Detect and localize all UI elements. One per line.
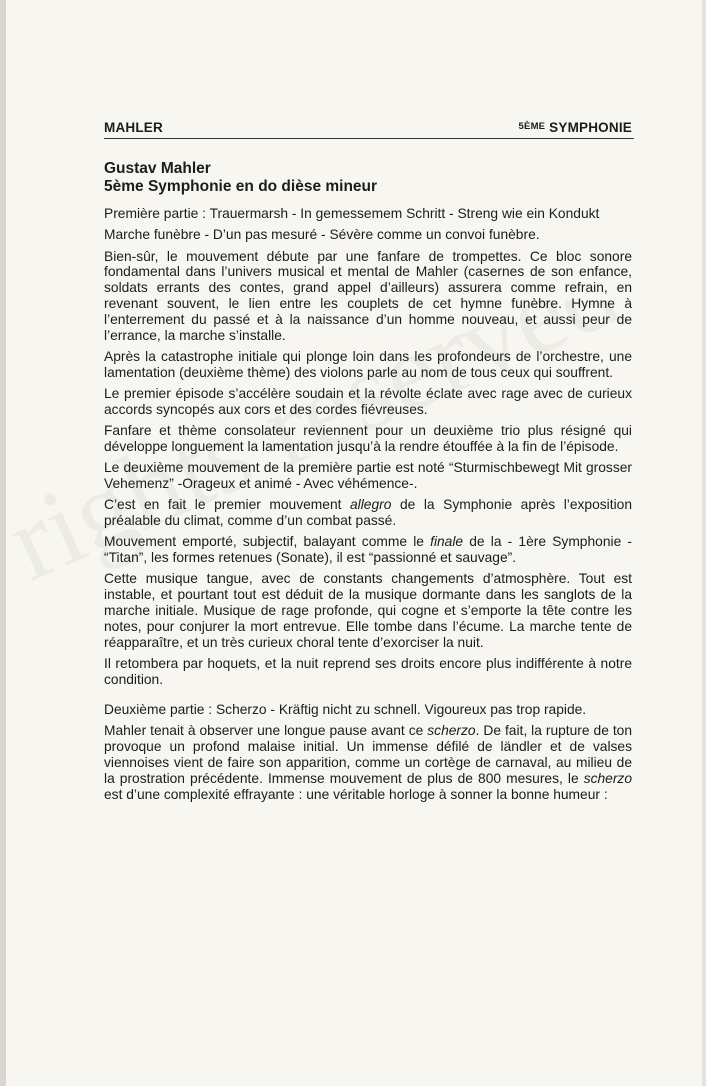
italic-term: scherzo [427,723,476,739]
part-one-label: Première partie : [104,206,206,221]
italic-term: allegro [350,497,392,513]
page-edge-left [0,0,6,1086]
page-edge-right [702,0,706,1086]
header-work-superscript: 5ÈME [518,121,546,132]
text-run: . De fait, la rupture de ton provoque un profond malaise initial. Un immense défilé de ländler et de valses viennoises vient de faire son apparition, comme un cortège de carnaval, au milieu de la prostration précédente. Immense mouvement de plus de 800 mesures, le [104,723,633,786]
part-two-label: Deuxième partie : [104,702,213,718]
paragraph: Marche funèbre - D’un pas mesuré - Sévère comme un convoi funèbre. [104,227,540,243]
title-line-work: 5ème Symphonie en do dièse mineur [104,178,378,195]
paragraph: Le deuxième mouvement de la première partie est noté “Sturmischbewegt Mit grosser Vehemenz” -Orageux et animé - Avec véhémence-. [104,460,632,491]
paragraph [104,534,632,566]
paragraph-part-two-heading [104,702,632,718]
italic-term: finale [430,534,464,550]
running-header [104,118,634,139]
paragraph [104,497,632,529]
paragraph: Après la catastrophe initiale qui plonge loin dans les profondeurs de l’orchestre, une lamentation (deuxième thème) des violons parle au nom de tous ceux qui souffrent. [104,348,632,380]
text-run: est d’une complexité effrayante : une véritable horloge à sonner la bonne humeur : [104,786,608,802]
text-run: Mahler tenait à observer une longue pause avant ce [104,723,428,739]
paragraph: Il retombera par hoquets, et la nuit reprend ses droits encore plus indifférente à notre condition. [104,655,632,687]
title-line-composer: Gustav Mahler [104,160,211,177]
text-run: de la - 1ère Symphonie - “Titan”, les formes retenues (Sonate), il est “passionné et sauvage”. [104,534,632,566]
article-title [104,160,632,196]
text-run: de la Symphonie après l’exposition préalable du climat, comme d’un combat passé. [104,497,632,529]
paragraph: Cette musique tangue, avec de constants changements d’atmosphère. Tout est instable, et pourtant tout est déduit de la musique dormante dans les sanglots de la marche initiale. Musique de rage profonde, qui cogne et s’emporte la tête contre les notes, pour conjurer la mort entrevue. Elle tombe dans l’écume. La marche tente de réapparaître, et un très curieux choral tente d’exorciser la nuit. [104,571,632,650]
italic-term: scherzo [583,770,632,786]
header-work [519,120,632,135]
article-body [104,160,632,808]
paragraph-part-one-heading [104,206,632,222]
part-one-tempo: Trauermarsh - In gemessemem Schritt - Streng wie ein Kondukt [205,206,600,221]
text-run: C’est en fait le premier mouvement [104,497,350,513]
paragraph: Le premier épisode s’accélère soudain et la révolte éclate avec rage avec de curieux accords syncopés aux cors et des cordes fiévreuses. [104,385,632,417]
text-run: Mouvement emporté, subjectif, balayant comme le [104,534,431,550]
header-composer: MAHLER [104,120,163,135]
part-two-tempo: Scherzo - Kräftig nicht zu schnell. Vigoureux pas trop rapide. [212,702,587,718]
section-gap [104,693,632,702]
paragraph: Fanfare et thème consolateur reviennent pour un deuxième trio plus résigné qui développe longuement la lamentation jusqu’à la rendre étouffée à la fin de l’épisode. [104,423,632,454]
header-work-label: SYMPHONIE [549,120,632,135]
paragraph: Bien-sûr, le mouvement débute par une fanfare de trompettes. Ce bloc sonore fondamental dans l’univers musical et mental de Mahler (casernes de son enfance, soldats errants des contes, grand appel d’ailleurs) assurera comme refrain, en revenant souvent, le lien entre les couplets de cet hymne funèbre. Hymne à l’enterrement du passé et à la naissance d’un homme nouveau, et aussi peur de l’errance, la marche s’installe. [104,248,632,343]
paragraph [104,723,632,802]
